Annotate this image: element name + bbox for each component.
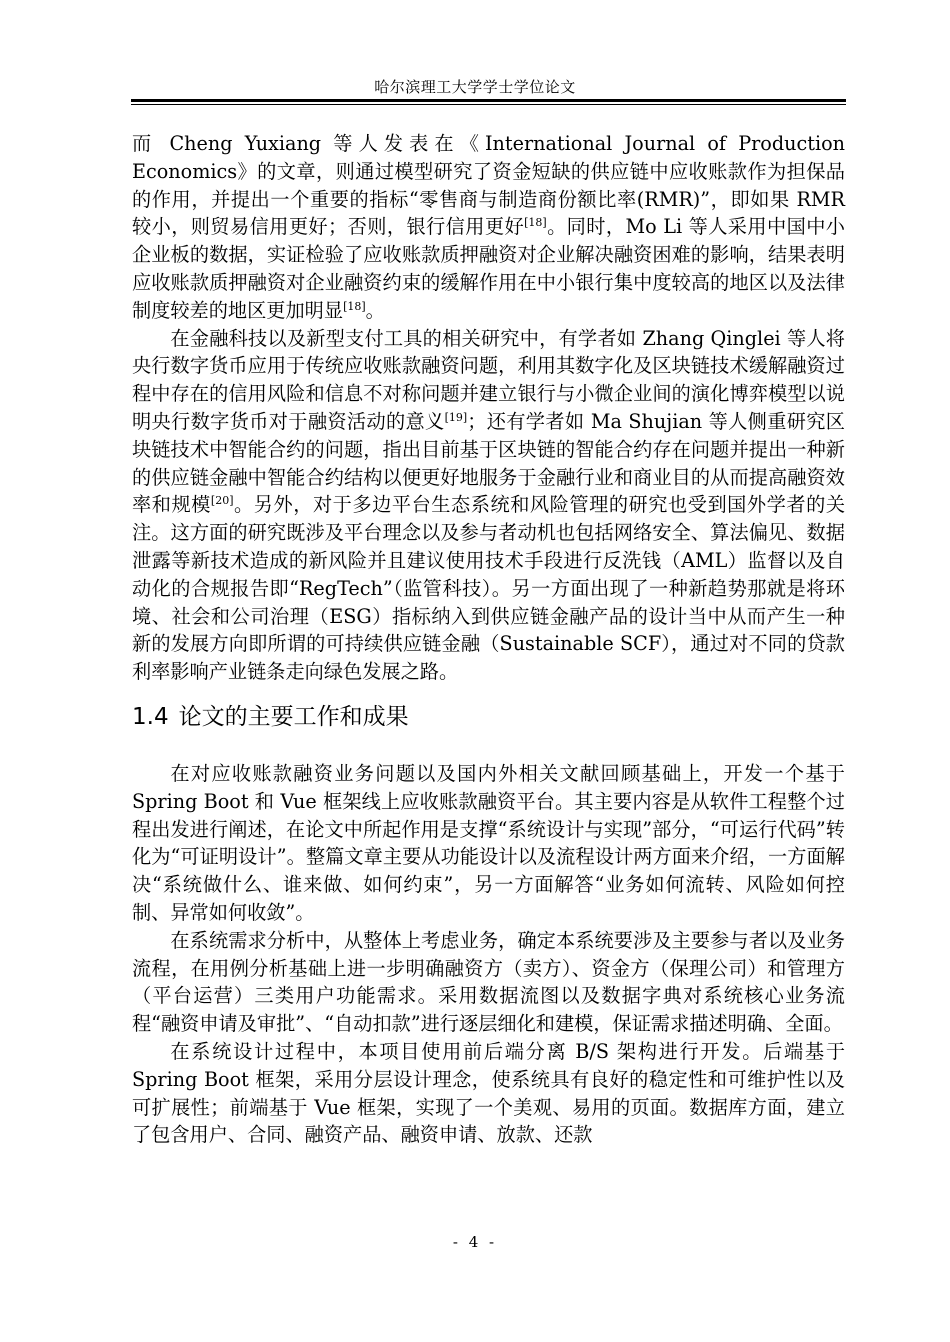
header-rule-thick	[131, 99, 846, 102]
citation: [18]	[343, 299, 366, 313]
paragraph-requirements: 在系统需求分析中，从整体上考虑业务，确定本系统要涉及主要参与者以及业务流程，在用例分析基础上进一步明确融资方（卖方）、资金方（保理公司）和管理方（平台运营）三类用户功能需求。采用数据流图以及数据字典对系统核心业务流程“融资申请及审批”、“自动扣款”进行逐层细化和建模，保证需求描述明确、全面。	[132, 928, 845, 1036]
paragraph-cheng-yuxiang	[132, 130, 845, 325]
paragraph-main-work: 在对应收账款融资业务问题以及国内外相关文献回顾基础上，开发一个基于 Spring Boot 和 Vue 框架线上应收账款融资平台。其主要内容是从软件工程整个过程出发进行阐述，在论文中所起作用是支撑“系统设计与实现”部分，“可运行代码”转化为“可证明设计”。整篇文章主要从功能设计以及流程设计两方面来介绍，一方面解决“系统做什么、谁来做、如何约束”，另一方面解答“业务如何流转、风险如何控制、异常如何收敛”。	[132, 761, 845, 924]
header-rule-thin	[131, 104, 846, 105]
body-text	[132, 130, 845, 1149]
paragraph-text: 。同时，Mo Li 等人采用中国中小企业板的数据，实证检验了应收账款质押融资对企业解决融资困难的影响，结果表明应收账款质押融资对企业融资约束的缓解作用在中小银行集中度较高的地区以及法律制度较差的地区更加明显	[132, 215, 845, 322]
paragraph-system-design: 在系统设计过程中，本项目使用前后端分离 B/S 架构进行开发。后端基于 Spring Boot 框架，采用分层设计理念，使系统具有良好的稳定性和可维护性以及可扩展性；前端基于 Vue 框架，实现了一个美观、易用的页面。数据库方面，建立了包含用户、合同、融资产品、融资申请、放款、还款	[132, 1039, 845, 1147]
paragraph-text: ；还有学者如 Ma Shujian 等人侧重研究区块链技术中智能合约的问题，指出目前基于区块链的智能合约存在问题并提出一种新的供应链金融中智能合约结构以便更好地服务于金融行业和商业目的从而提高融资效率和规模	[132, 409, 845, 517]
page-number: - 4 -	[452, 1233, 498, 1251]
paragraph-text: 而 Cheng Yuxiang 等人发表在《International Journal of Production Economics》的文章，则通过模型研究了资金短缺的供应链中应收账款作为担保品的作用，并提出一个重要的指标“零售商与制造商份额比率(RMR)”，即如果 RMR 较小，则贸易信用更好；否则，银行信用更好	[132, 132, 845, 239]
citation: [18]	[524, 216, 547, 230]
paragraph-text: 在金融科技以及新型支付工具的相关研究中，有学者如 Zhang Qinglei 等人将央行数字货币应用于传统应收账款融资问题，利用其数字化及区块链技术缓解融资过程中存在的信用风险和信息不对称问题并建立银行与小微企业间的演化博弈模型以说明央行数字货币对于融资活动的意义	[132, 326, 845, 433]
citation: [19]	[444, 410, 468, 424]
section-number: 1.4	[132, 703, 169, 730]
paragraph-fintech-research	[132, 325, 845, 686]
section-title: 论文的主要工作和成果	[178, 703, 409, 730]
citation: [20]	[210, 494, 234, 508]
section-heading	[132, 700, 845, 734]
running-header: 哈尔滨理工大学学士学位论文	[374, 78, 576, 96]
paragraph-text: 。另外，对于多边平台生态系统和风险管理的研究也受到国外学者的关注。这方面的研究既涉及平台理念以及参与者动机也包括网络安全、算法偏见、数据泄露等新技术造成的新风险并且建议使用技术手段进行反洗钱（AML）监督以及自动化的合规报告即“RegTech”（监管科技）。另一方面出现了一种新趋势那就是将环境、社会和公司治理（ESG）指标纳入到供应链金融产品的设计当中从而产生一种新的发展方向即所谓的可持续供应链金融（Sustainable SCF），通过对不同的贷款利率影响产业链条走向绿色发展之路。	[132, 493, 846, 684]
paragraph-text: 。	[365, 298, 385, 322]
